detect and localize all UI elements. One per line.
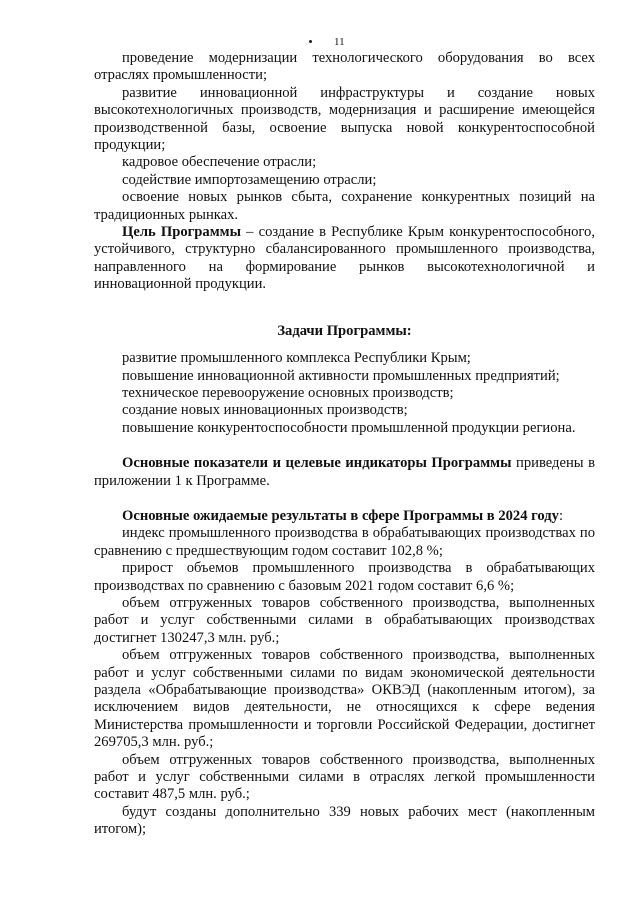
spacer <box>94 437 595 455</box>
indicators-paragraph <box>94 455 595 490</box>
result-item: индекс промышленного производства в обрабатывающих производствах по сравнению с предшествующим годом составит 102,8 %; <box>94 525 595 559</box>
goal-label: Цель Программы <box>122 224 241 241</box>
indicators-text: приведены в приложении 1 к Программе. <box>94 455 595 489</box>
task-item: развитие промышленного комплекса Республики Крым; <box>122 350 471 367</box>
task-item: повышение инновационной активности промышленных предприятий; <box>122 367 560 384</box>
result-item: объем отгруженных товаров собственного производства, выполненных работ и услуг собственными силами в отраслях легкой промышленности составит 487,5 млн. руб.; <box>94 751 595 803</box>
goal-paragraph <box>94 224 595 294</box>
indicators-label: Основные показатели и целевые индикаторы Программы <box>122 455 512 472</box>
task-item: создание новых инновационных производств; <box>122 402 408 419</box>
results-heading: Основные ожидаемые результаты в сфере Программы в 2024 году <box>122 507 559 524</box>
spacer <box>94 490 595 508</box>
goal-text: – создание в Республике Крым конкурентоспособного, устойчивого, структурно сбалансированного промышленного производства, направленного на формирование рынков высокотехнологичной и инновационной продукции. <box>94 224 596 293</box>
task-item: повышение конкурентоспособности промышленной продукции региона. <box>122 419 576 436</box>
result-item: будут созданы дополнительно 339 новых рабочих мест (накопленным итогом); <box>94 803 595 838</box>
page-content <box>94 50 595 839</box>
intro-item: освоение новых рынков сбыта, сохранение конкурентных позиций на традиционных рынках. <box>94 189 595 223</box>
intro-item: содействие импортозамещению отрасли; <box>122 171 377 188</box>
results-heading-colon: : <box>558 507 564 524</box>
intro-item: проведение модернизации технологического оборудования во всех отраслях промышленности; <box>94 50 595 84</box>
intro-item: развитие инновационной инфраструктуры и создание новых высокотехнологичных производств, модернизация и расширение имеющейся производственной базы, освоение выпуска новой конкурентоспособной продукции; <box>94 84 595 154</box>
result-item: объем отгруженных товаров собственного производства, выполненных работ и услуг собственными силами по видам экономической деятельности раздела «Обрабатывающие производства» ОКВЭД (накопленным итогом), за исключением видов деятельности, не относящихся к сфере ведения Министерства промышленности и торговли Российской Федерации, достигнет 269705,3 млн. руб.; <box>94 647 595 751</box>
intro-item: кадровое обеспечение отрасли; <box>122 154 317 171</box>
results-heading-paragraph <box>94 508 595 525</box>
page-number: 11 <box>334 36 345 48</box>
tasks-heading: Задачи Программы: <box>277 322 412 339</box>
result-item: прирост объемов промышленного производства в обрабатывающих производствах по сравнению с базовым 2021 годом составит 6,6 %; <box>94 560 595 594</box>
result-item: объем отгруженных товаров собственного производства, выполненных работ и услуг собственными силами в обрабатывающих производствах достигнет 130247,3 млн. руб.; <box>94 594 595 646</box>
task-item: техническое перевооружение основных производств; <box>122 384 454 401</box>
scan-speck <box>309 40 312 43</box>
